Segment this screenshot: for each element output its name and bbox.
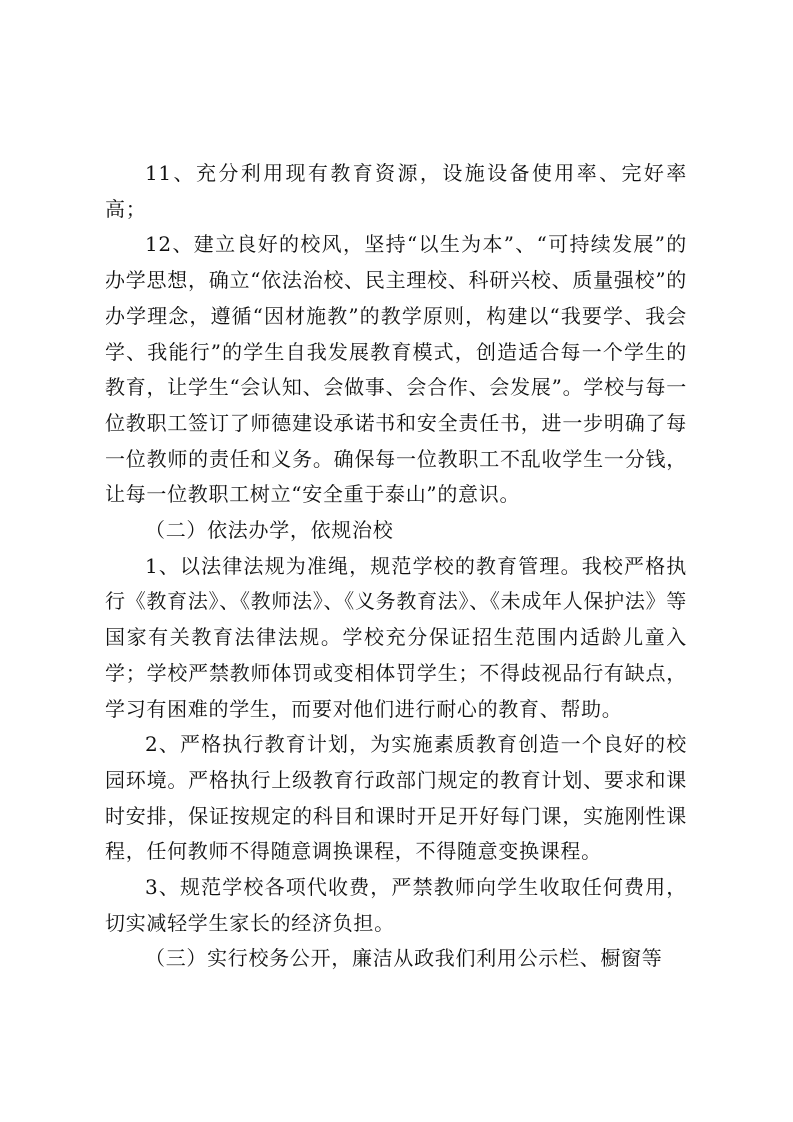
document-body bbox=[105, 156, 687, 977]
paragraph-item-2: 2、严格执行教育计划，为实施素质教育创造一个良好的校园环境。严格执行上级教育行政部门规定的教育计划、要求和课时安排，保证按规定的科目和课时开足开好每门课，实施刚性课程，任何教师不得随意调换课程，不得随意变换课程。 bbox=[105, 732, 687, 864]
section-heading-2: （二）依法办学，依规治校 bbox=[145, 518, 394, 543]
paragraph-item-3: 3、规范学校各项代收费，严禁教师向学生收取任何费用，切实减轻学生家长的经济负担。 bbox=[105, 875, 687, 935]
paragraph-item-12: 12、建立良好的校风，坚持“以生为本”、“可持续发展”的办学思想，确立“依法治校、民主理校、科研兴校、质量强校”的办学理念，遵循“因材施教”的教学原则，构建以“我要学、我会学、我能行”的学生自我发展教育模式，创造适合每一个学生的教育，让学生“会认知、会做事、会合作、会发展”。学校与每一位教职工签订了师德建设承诺书和安全责任书，进一步明确了每一位教师的责任和义务。确保每一位教职工不乱收学生一分钱，让每一位教职工树立“安全重于泰山”的意识。 bbox=[105, 232, 687, 507]
paragraph-item-1: 1、以法律法规为准绳，规范学校的教育管理。我校严格执行《教育法》、《教师法》、《义务教育法》、《未成年人保护法》等国家有关教育法律法规。学校充分保证招生范围内适龄儿童入学；学校严禁教师体罚或变相体罚学生；不得歧视品行有缺点，学习有困难的学生，而要对他们进行耐心的教育、帮助。 bbox=[105, 553, 687, 721]
section-heading-3: （三）实行校务公开，廉洁从政我们利用公示栏、橱窗等 bbox=[145, 946, 663, 971]
paragraph-item-11: 11、充分利用现有教育资源，设施设备使用率、完好率高； bbox=[105, 161, 687, 221]
